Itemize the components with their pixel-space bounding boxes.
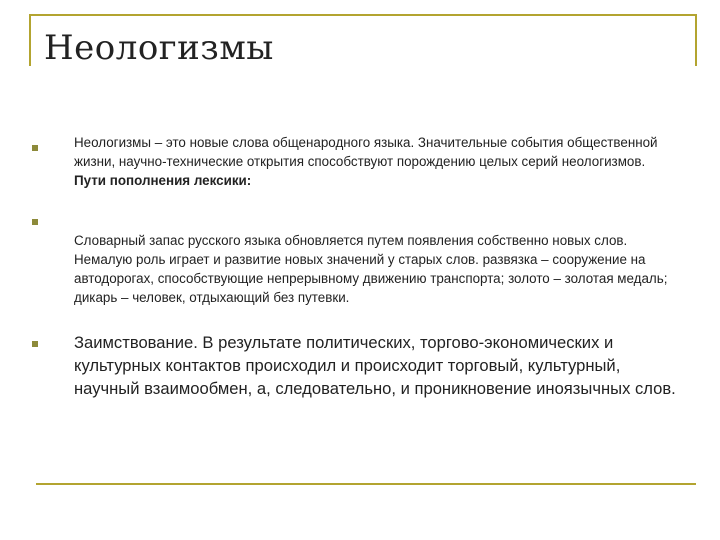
square-bullet-icon <box>32 145 38 151</box>
paragraph-neologisms-bold: Пути пополнения лексики: <box>74 173 252 188</box>
title-frame-left-line <box>29 14 31 66</box>
paragraph-neologisms-text: Неологизмы – это новые слова общенародного языка. Значительные события общественной жизни, научно-технические открытия способствуют порождению целых серий неологизмов. <box>74 135 658 169</box>
slide-title: Неологизмы <box>44 28 274 68</box>
paragraph-borrowing <box>74 331 684 400</box>
paragraph-neologisms <box>74 133 674 190</box>
paragraph-vocabulary-text: Словарный запас русского языка обновляется путем появления собственно новых слов. Немалую роль играет и развитие новых значений у старых слов. развязка – сооружение на автодорогах, способствующие непрерывному движению транспорта; золото – золотая медаль; дикарь – человек, отдыхающий без путевки. <box>74 233 668 305</box>
title-frame-right-line <box>695 14 697 66</box>
paragraph-borrowing-text: Заимствование. В результате политических, торгово-экономических и культурных контактов происходил и происходит торговый, культурный, научный взаимообмен, а, следовательно, и проникновение иноязычных слов. <box>74 333 676 398</box>
square-bullet-icon <box>32 219 38 225</box>
paragraph-vocabulary <box>74 231 674 307</box>
square-bullet-icon <box>32 341 38 347</box>
title-frame-top-line <box>29 14 697 16</box>
bottom-rule <box>36 483 696 485</box>
